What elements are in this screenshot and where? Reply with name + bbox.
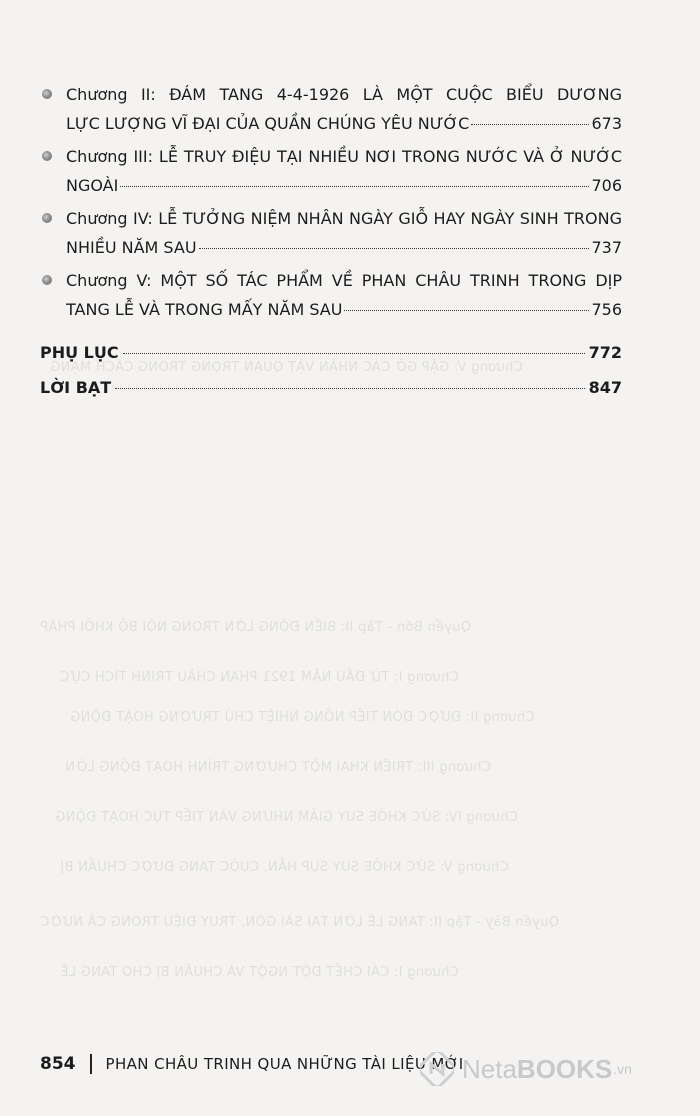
running-title: PHAN CHÂU TRINH QUA NHỮNG TÀI LIỆU MỚI [105,1055,464,1073]
bullet-icon [42,213,52,223]
toc-appendix[interactable] [40,338,622,367]
toc-entry-chapter-4[interactable] [40,204,622,262]
bullet-icon [42,151,52,161]
appendix-page: 772 [588,343,622,362]
dot-leader [120,186,589,187]
appendix-label: PHỤ LỤC [40,343,119,362]
bleed-line: Quyển Bảy - Tập II: TANG LỄ LỚN TẠI SÀI GÒN, TRUY ĐIỆU TRONG CẢ NƯỚC [40,915,560,930]
toc-entry-page: 706 [591,176,622,195]
toc-entry-chapter-2[interactable] [40,80,622,138]
dot-leader [199,248,590,249]
toc-entry-title: Chương II: ĐÁM TANG 4-4-1926 LÀ MỘT CUỘC BIỂU DƯƠNG [66,85,622,104]
bleed-line: Chương III: TRIỂN KHAI MỘT CHƯƠNG TRÌNH HOẠT ĐỘNG LỚN [65,760,491,775]
brand-light: Neta [462,1053,517,1084]
toc-entry-title-cont: LỰC LƯỢNG VĨ ĐẠI CỦA QUẦN CHÚNG YÊU NƯỚC [66,114,470,133]
footer-divider [90,1054,92,1074]
bleed-line: Chương IV: SỨC KHỎE SUY GIẢM NHƯNG VẪN TIẾP TỤC HOẠT ĐỘNG [55,810,518,825]
toc-entry-title-cont: TANG LỄ VÀ TRONG MẤY NĂM SAU [66,300,343,319]
toc-entry-page: 737 [591,238,622,257]
page-footer [40,1054,464,1074]
bleed-line: Chương V: GẶP GỠ CÁC NHÂN VẬT QUAN TRỌNG TRONG CÁCH MẠNG [50,360,523,375]
bullet-icon [42,275,52,285]
dot-leader [123,353,585,354]
toc-entry-title: Chương IV: LỄ TƯỞNG NIỆM NHÂN NGÀY GIỖ HAY NGÀY SINH TRONG [66,209,622,228]
dot-leader [115,388,584,389]
bleed-line: Chương I: TỪ ĐẦU NĂM 1921 PHAN CHÂU TRINH TÍCH CỰC [60,670,459,685]
netabooks-watermark [420,1052,632,1086]
dot-leader [471,124,589,125]
dot-leader [344,310,589,311]
afterword-page: 847 [588,378,622,397]
toc-entry-title-cont: NHIỀU NĂM SAU [66,238,197,257]
toc-entry-title: Chương V: MỘT SỐ TÁC PHẨM VỀ PHAN CHÂU TRINH TRONG DỊP [66,271,622,290]
bullet-icon [42,89,52,99]
bleed-line: Chương I: CÁI CHẾT ĐỘT NGỘT VÀ CHUẨN BỊ CHO TANG LỄ [60,965,459,980]
page-number: 854 [40,1054,76,1074]
toc-afterword[interactable] [40,373,622,402]
toc-entry-page: 673 [591,114,622,133]
brand-domain: .vn [613,1061,632,1077]
toc-entry-title: Chương III: LỄ TRUY ĐIỆU TẠI NHIỀU NƠI TRONG NƯỚC VÀ Ở NƯỚC [66,147,622,166]
table-of-contents [40,80,622,402]
toc-entry-chapter-5[interactable] [40,266,622,324]
bleed-line: Chương II: ĐƯỢC ĐÓN TIẾP NỒNG NHIỆT CHỦ TRƯƠNG HOẠT ĐỘNG [70,710,535,725]
bleed-line: Quyển Bốn - Tập II: BIẾN ĐỘNG LỚN TRONG NỘI BỘ KHỐI PHÁP [40,620,472,635]
bleed-line: Chương V: SỨC KHỎE SUY SỤP HẲN, CUỘC TANG ĐƯỢC CHUẨN BỊ [60,860,509,875]
brand-bold: BOOKS [516,1053,613,1084]
toc-entry-chapter-3[interactable] [40,142,622,200]
netabooks-logo-icon [420,1052,454,1086]
toc-entry-title-cont: NGOÀI [66,176,119,195]
afterword-label: LỜI BẠT [40,378,112,397]
toc-entry-page: 756 [591,300,622,319]
